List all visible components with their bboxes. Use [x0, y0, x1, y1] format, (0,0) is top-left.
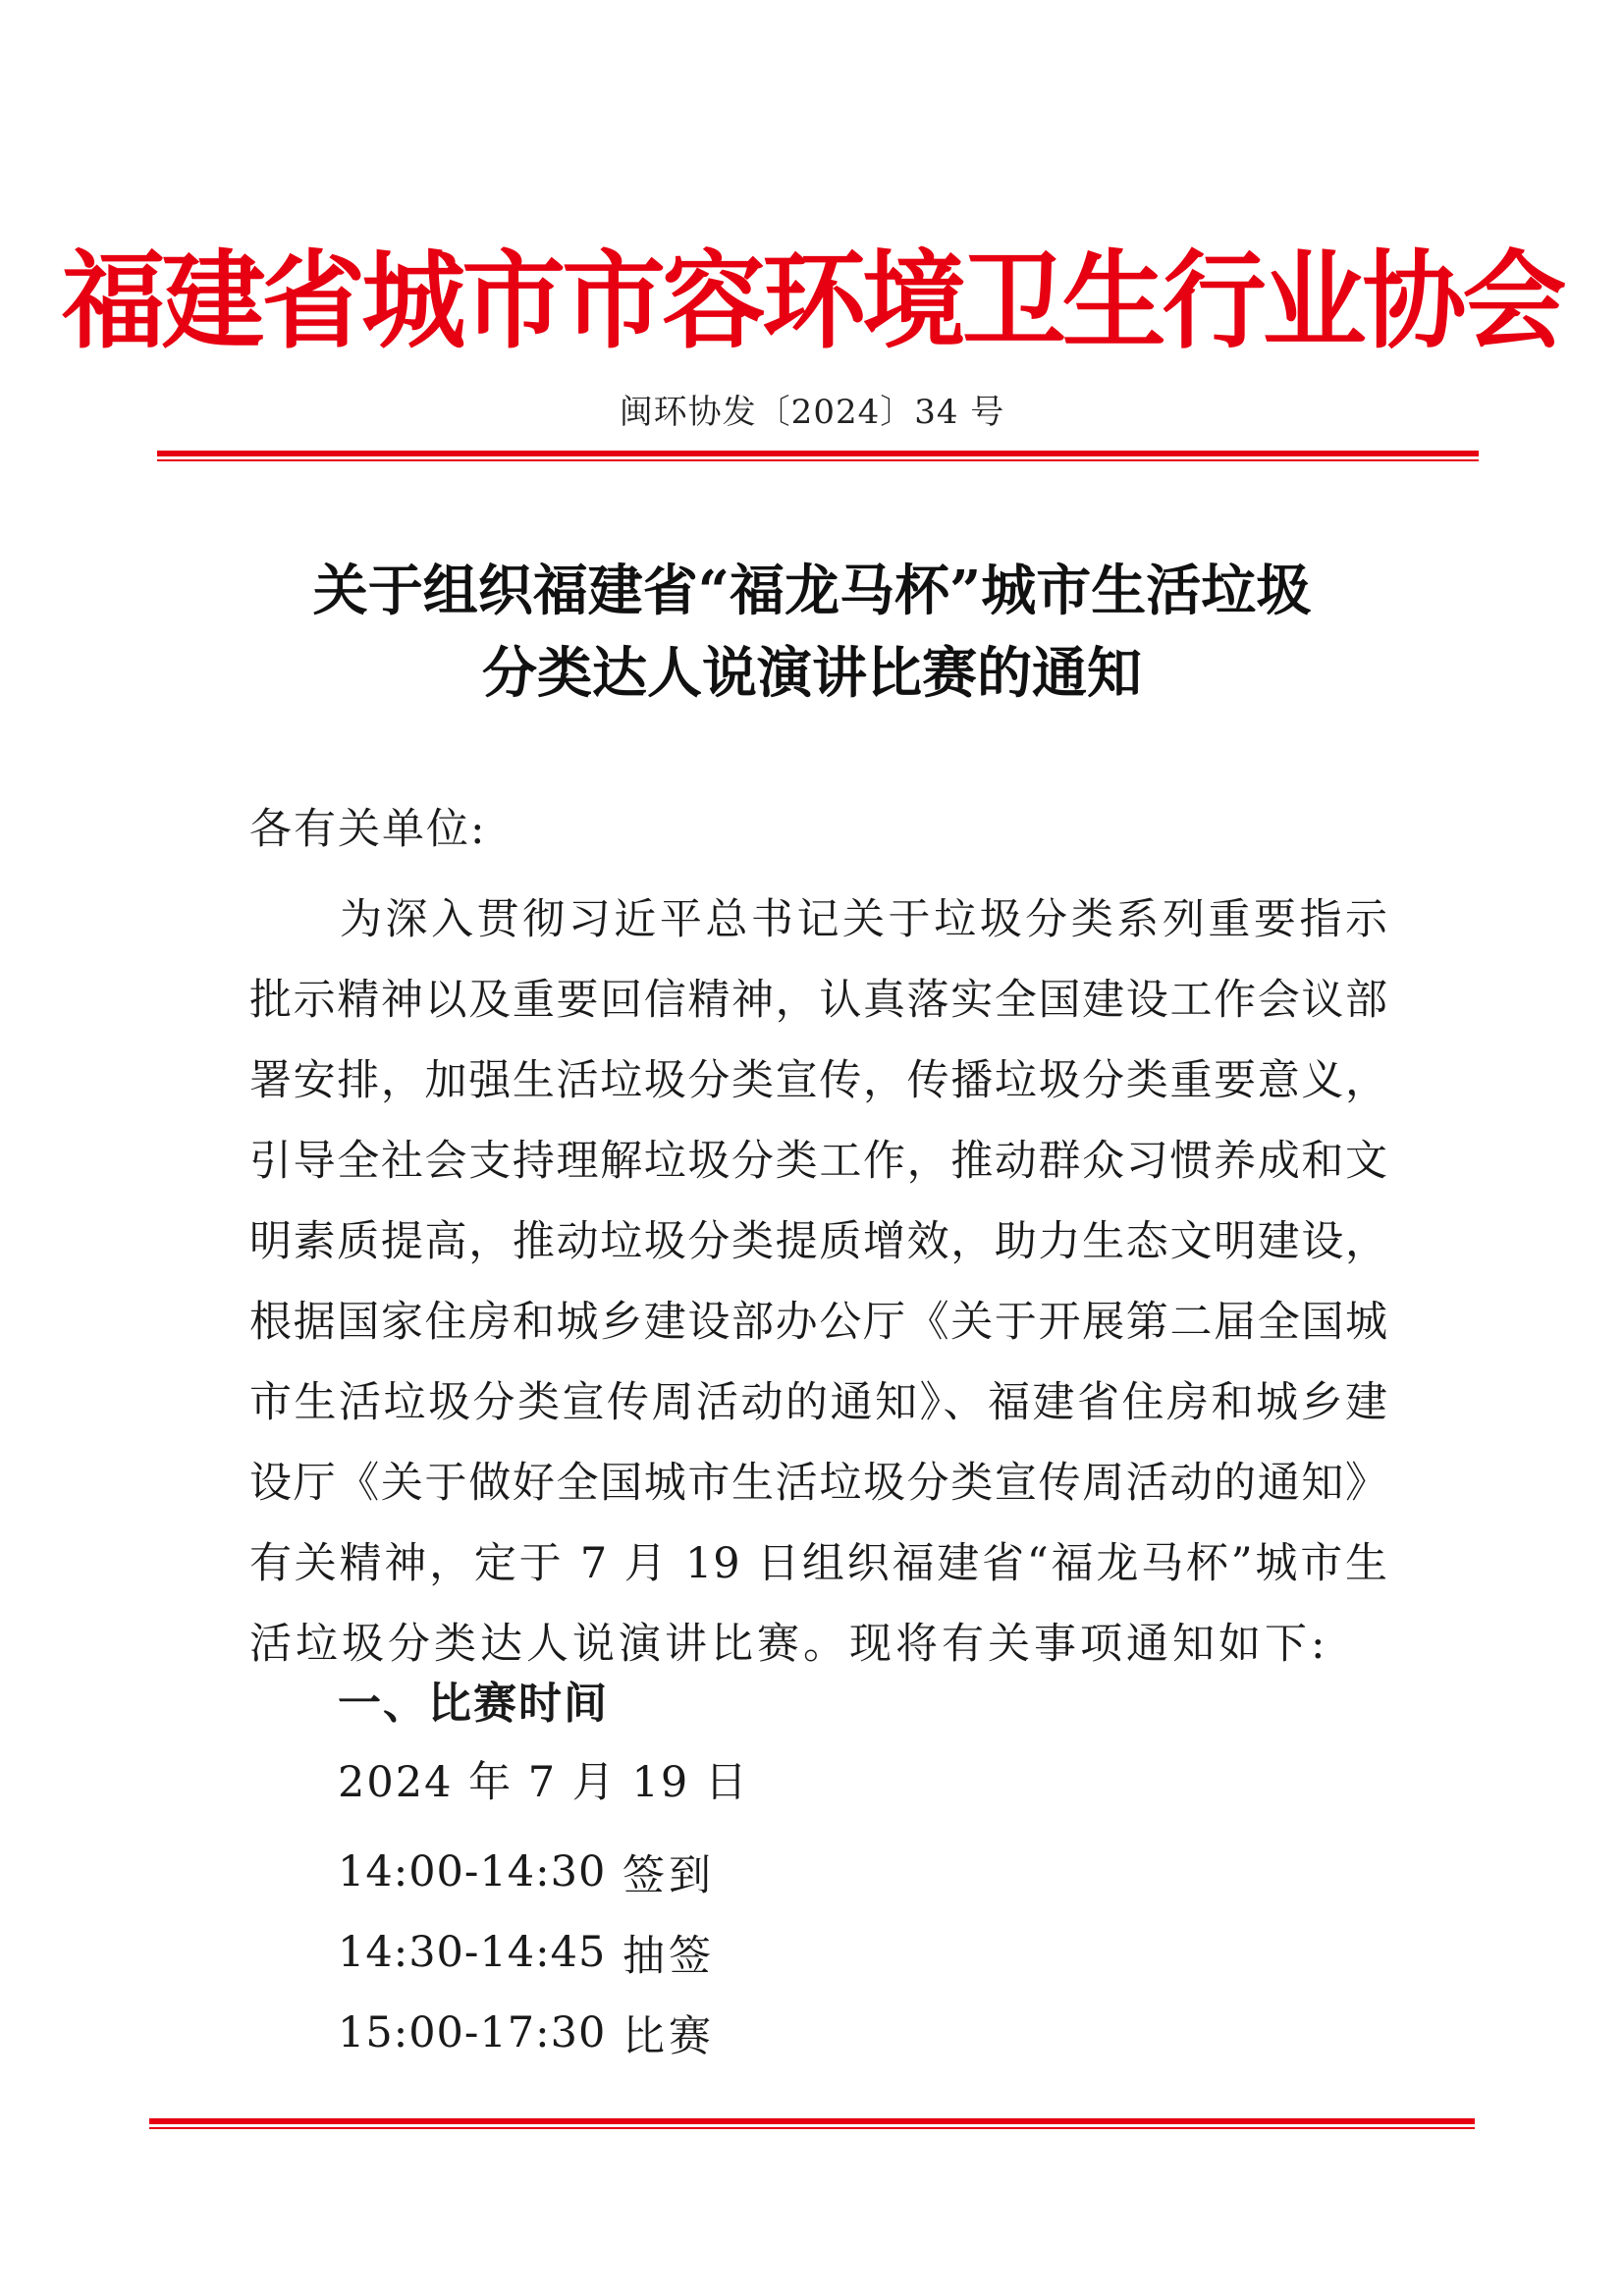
footer-divider-thick: [149, 2118, 1475, 2124]
paragraph-line: 活垃圾分类达人说演讲比赛。现将有关事项通知如下:: [249, 1620, 1329, 1669]
paragraph-line: 引导全社会支持理解垃圾分类工作，推动群众习惯养成和文: [249, 1137, 1388, 1186]
event-date: 2024 年 7 月 19 日: [338, 1758, 749, 1807]
header-divider: [157, 451, 1479, 461]
schedule-list: [338, 1832, 715, 2073]
paragraph-line: 为深入贯彻习近平总书记关于垃圾分类系列重要指示: [340, 895, 1388, 944]
header-divider-thin: [157, 459, 1479, 461]
footer-divider-thin: [149, 2127, 1475, 2129]
paragraph-line: 市生活垃圾分类宣传周活动的通知》、福建省住房和城乡建: [249, 1378, 1388, 1427]
section-heading-time: 一、比赛时间: [338, 1679, 609, 1729]
schedule-row: [338, 1912, 715, 1993]
document-number: 闽环协发〔2024〕34 号: [619, 393, 1005, 432]
organization-masthead: 福建省城市市容环境卫生行业协会: [61, 240, 1563, 363]
body-paragraph: [249, 880, 1388, 1684]
schedule-activity: 抽签: [623, 1931, 715, 1981]
paragraph-line: 明素质提高，推动垃圾分类提质增效，助力生态文明建设，: [249, 1217, 1388, 1266]
schedule-time: 14:30-14:45: [338, 1928, 607, 1977]
paragraph-line: 设厅《关于做好全国城市生活垃圾分类宣传周活动的通知》: [249, 1459, 1388, 1508]
paragraph-line: 有关精神，定于 7 月 19 日组织福建省“福龙马杯”城市生: [249, 1539, 1388, 1588]
paragraph-line: 根据国家住房和城乡建设部办公厅《关于开展第二届全国城: [249, 1298, 1388, 1347]
header-divider-thick: [157, 451, 1479, 456]
notice-title-line-1: 关于组织福建省“福龙马杯”城市生活垃圾: [312, 559, 1312, 623]
paragraph-line: 署安排，加强生活垃圾分类宣传，传播垃圾分类重要意义，: [249, 1056, 1388, 1105]
schedule-row: [338, 1832, 715, 1912]
schedule-activity: 比赛: [623, 2011, 715, 2061]
schedule-time: 15:00-17:30: [338, 2008, 607, 2057]
schedule-time: 14:00-14:30: [338, 1847, 607, 1896]
footer-divider: [149, 2118, 1475, 2129]
schedule-row: [338, 1993, 715, 2073]
paragraph-line: 批示精神以及重要回信精神，认真落实全国建设工作会议部: [249, 976, 1388, 1025]
notice-title-line-2: 分类达人说演讲比赛的通知: [482, 641, 1142, 706]
schedule-activity: 签到: [623, 1850, 715, 1900]
salutation: 各有关单位:: [249, 805, 487, 854]
